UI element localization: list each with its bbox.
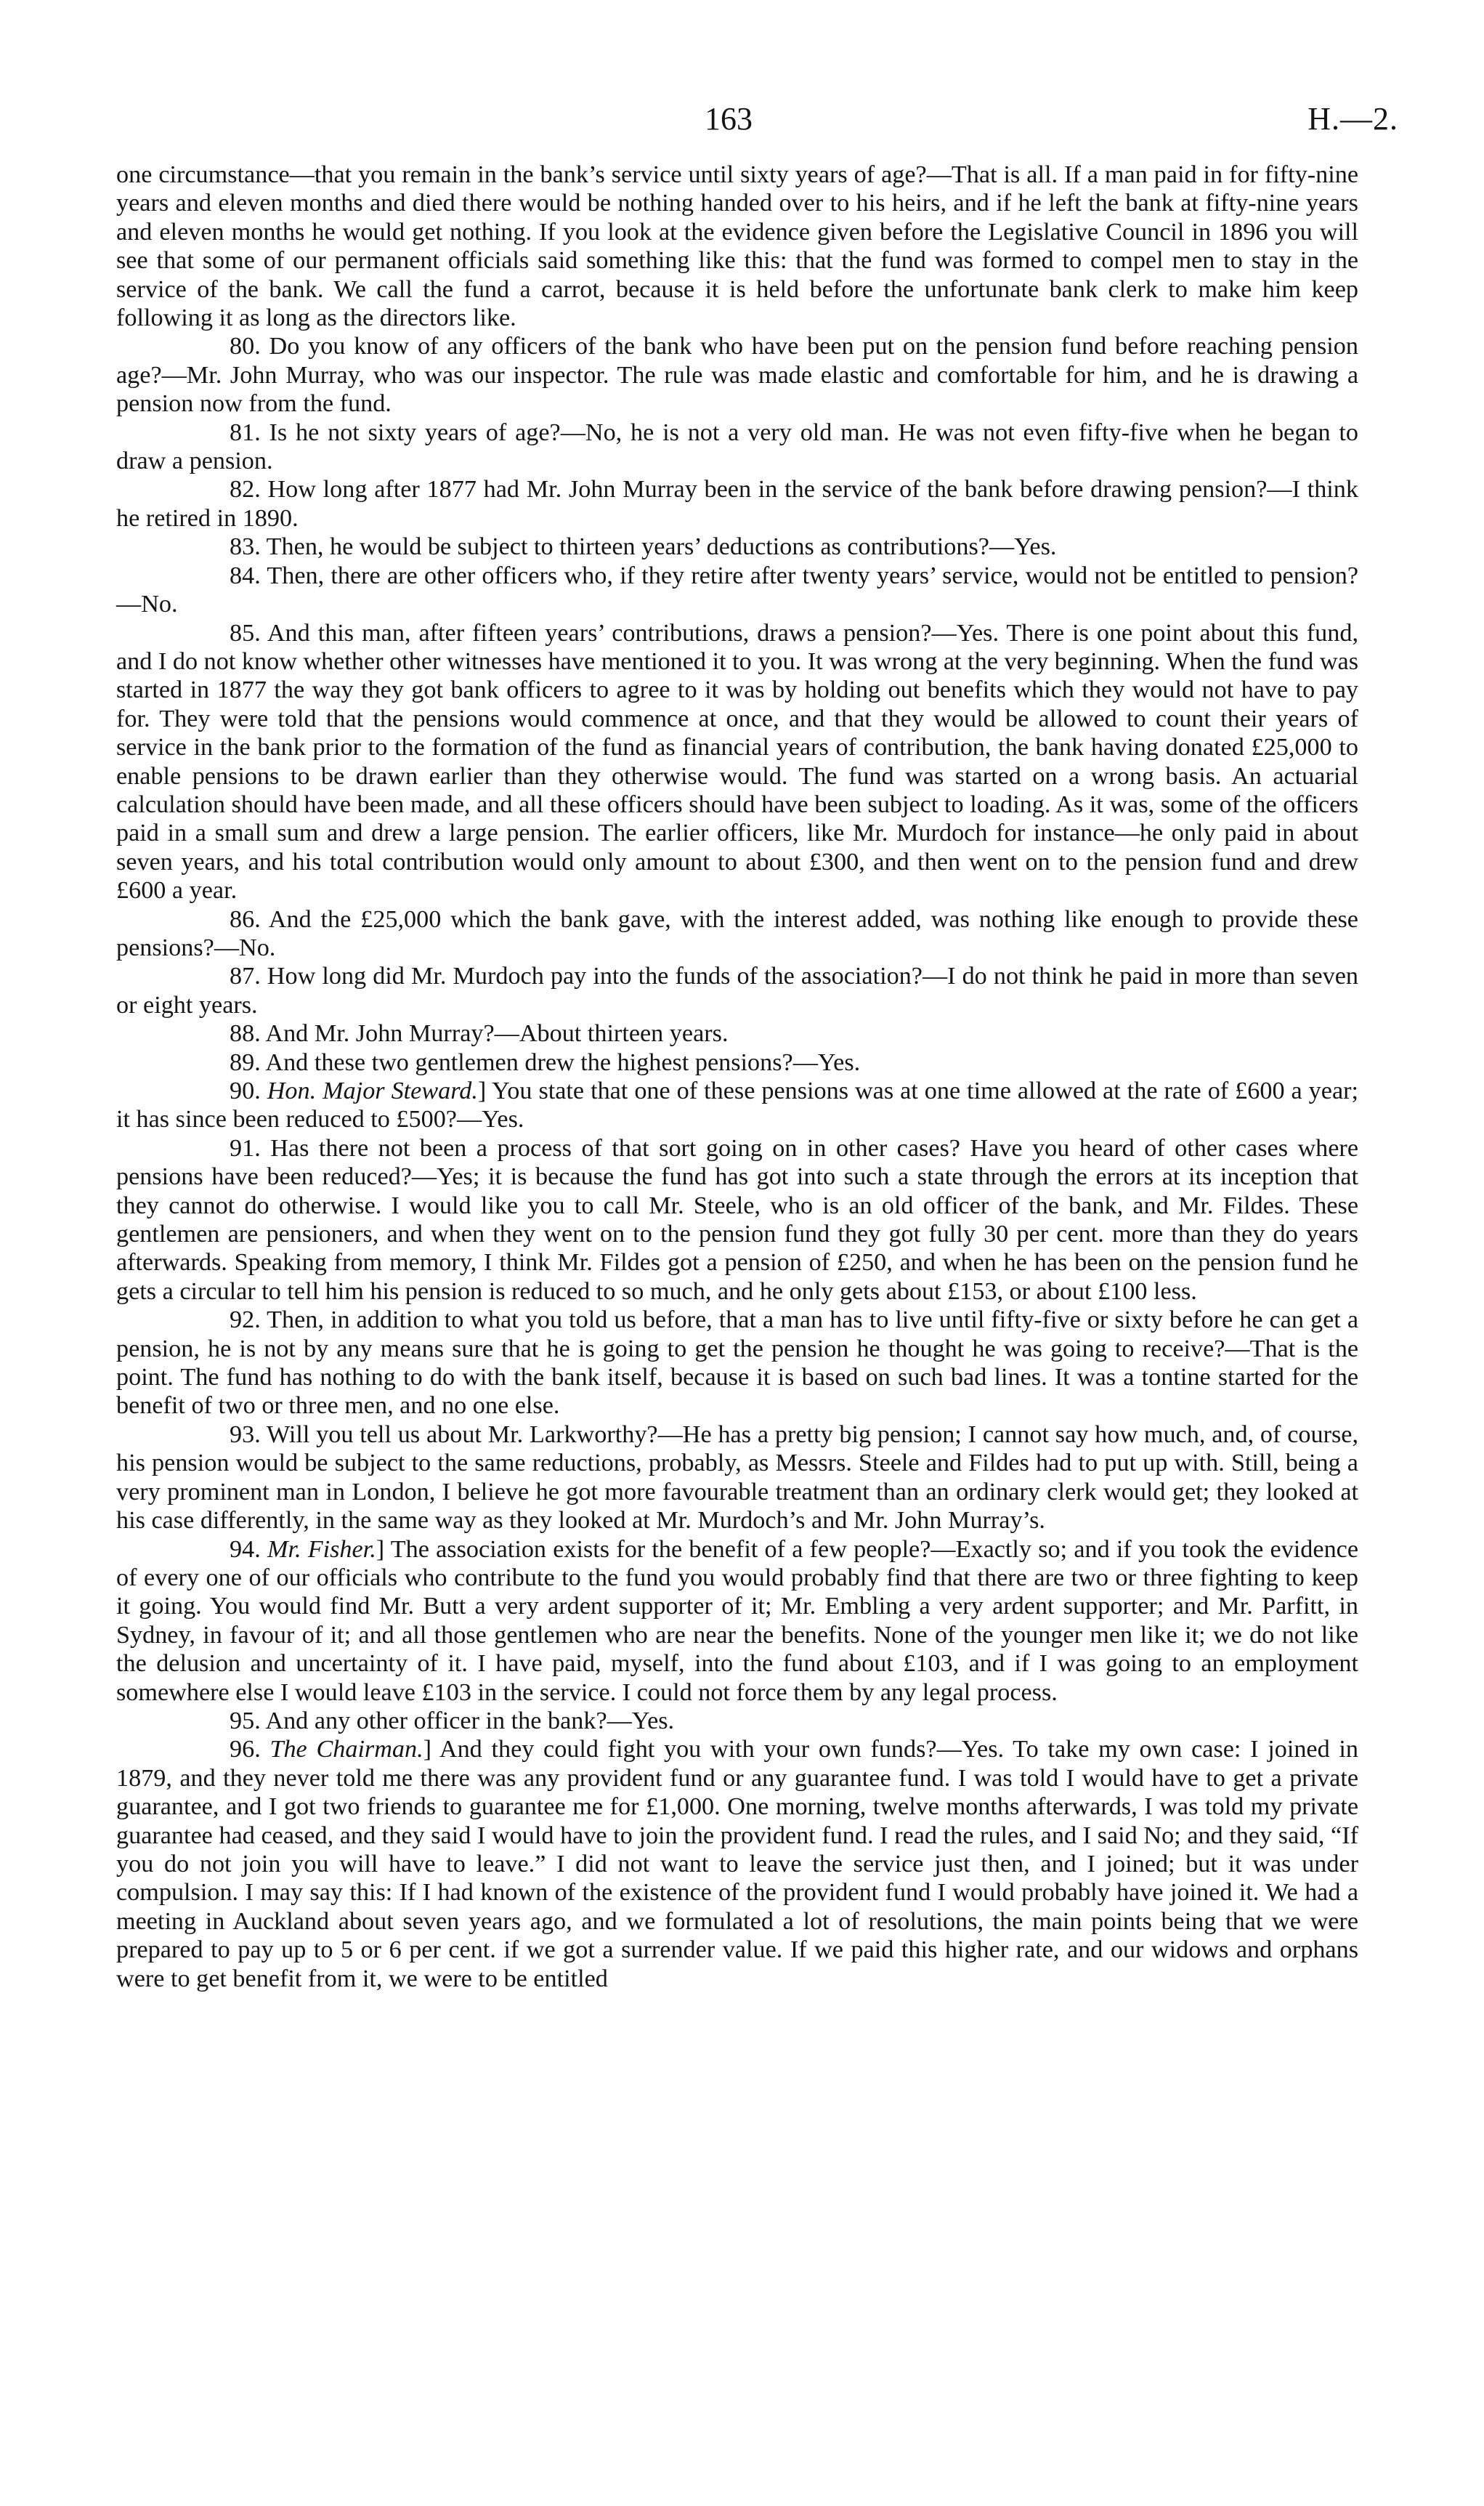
question-89: 89. And these two gentlemen drew the highest pensions?—Yes. bbox=[230, 1048, 861, 1076]
page-number: 163 bbox=[705, 101, 753, 137]
document-body bbox=[116, 161, 1358, 1993]
question-95: 95. And any other officer in the bank?—Yes. bbox=[230, 1707, 675, 1734]
question-text: ] And they could fight you with your own funds?—Yes. To take my own case: I joined in 1879, and they never told me there was any provident fund or any guarantee fund. I was told I would have to get a private guarantee, and I got two friends to guarantee me for £1,000. One morning, twelve months afterwards, I was told my private guarantee had ceased, and they said I would have to join the provident fund. I read the rules, and I said No; and they said, “If you do not join you will have to leave.” I did not want to leave the service just then, and I joined; but it was under compulsion. I may say this: If I had known of the existence of the provident fund I would probably have joined it. We had a meeting in Auckland about seven years ago, and we formulated a lot of resolutions, the main points being that we were prepared to pay up to 5 or 6 per cent. if we got a surrender value. If we paid this higher rate, and our widows and orphans were to get benefit from it, we were to be entitled bbox=[116, 1736, 1359, 1992]
question-81: 81. Is he not sixty years of age?—No, he is not a very old man. He was not even fifty-five when he began to draw a pension. bbox=[116, 419, 1358, 475]
question-93: 93. Will you tell us about Mr. Larkworthy?—He has a pretty big pension; I cannot say how much, and, of course, his pension would be subject to the same reductions, probably, as Messrs. Steele and Fildes had to put up with. Still, being a very prominent man in London, I believe he got more favourable treatment than an ordinary clerk would get; they looked at his case differently, in the same way as they looked at Mr. Murdoch’s and Mr. John Murray’s. bbox=[116, 1420, 1358, 1535]
question-90 bbox=[116, 1077, 1358, 1134]
question-94 bbox=[116, 1535, 1358, 1707]
question-92: 92. Then, in addition to what you told us before, that a man has to live until fifty-five or sixty before he can get a pension, he is not by any means sure that he is going to get the pension he thought he was going to receive?—That is the point. The fund has nothing to do with the bank itself, because it is based on such bad lines. It was a tontine started for the benefit of two or three men, and no one else. bbox=[116, 1306, 1358, 1420]
question-91: 91. Has there not been a process of that sort going on in other cases? Have you heard of other cases where pensions have been reduced?—Yes; it is because the fund has got into such a state through the errors at its inception that they cannot do otherwise. I would like you to call Mr. Steele, who is an old officer of the bank, and Mr. Fildes. These gentlemen are pensioners, and when they went on to the pension fund they got fully 30 per cent. more than they do years afterwards. Speaking from memory, I think Mr. Fildes got a pension of £250, and when he has been on the pension fund he gets a circular to tell him his pension is reduced to so much, and he only gets about £153, or about £100 less. bbox=[116, 1134, 1358, 1305]
speaker-name: The Chairman. bbox=[269, 1736, 423, 1763]
question-number: 96. bbox=[230, 1736, 261, 1763]
question-96 bbox=[116, 1735, 1358, 1993]
page-reference: H.—2. bbox=[1307, 101, 1398, 137]
question-text: ] The association exists for the benefit of a few people?—Exactly so; and if you took the evidence of every one of our officials who contribute to the fund you would probably find that there are two or three fighting to keep it going. You would find Mr. Butt a very ardent supporter of it; Mr. Embling a very ardent supporter; and Mr. Parfitt, in Sydney, in favour of it; and all those gentlemen who are near the benefits. None of the younger men like it; we do not like the delusion and uncertainty of it. I have paid, myself, into the fund about £103, and if I was going to an employment somewhere else I would leave £103 in the service. I could not force them by any legal process. bbox=[116, 1535, 1359, 1706]
question-84: 84. Then, there are other officers who, if they retire after twenty years’ service, would not be entitled to pension?—No. bbox=[116, 562, 1358, 618]
speaker-name: Mr. Fisher. bbox=[267, 1535, 376, 1563]
speaker-name: Hon. Major Steward. bbox=[267, 1078, 478, 1104]
paragraph-continuation: one circumstance—that you remain in the bank’s service until sixty years of age?—That is all. If a man paid in for fifty-nine years and eleven months and died there would be nothing handed over to his heirs, and if he left the bank at fifty-nine years and eleven months he would get nothing. If you look at the evidence given before the Legislative Council in 1896 you will see that some of our permanent officials said something like this: that the fund was formed to compel men to stay in the service of the bank. We call the fund a carrot, because it is held before the unfortunate bank clerk to make him keep following it as long as the directors like. bbox=[116, 161, 1358, 332]
question-text: ] You state that one of these pensions was at one time allowed at the rate of £600 a year; it has since been reduced to £500?—Yes. bbox=[116, 1078, 1359, 1133]
question-87: 87. How long did Mr. Murdoch pay into the funds of the association?—I do not think he paid in more than seven or eight years. bbox=[116, 963, 1358, 1019]
question-82: 82. How long after 1877 had Mr. John Murray been in the service of the bank before drawing pension?—I think he retired in 1890. bbox=[116, 476, 1358, 532]
question-83: 83. Then, he would be subject to thirteen years’ deductions as contributions?—Yes. bbox=[230, 533, 1057, 561]
question-number: 94. bbox=[230, 1535, 261, 1563]
question-85: 85. And this man, after fifteen years’ contributions, draws a pension?—Yes. There is one point about this fund, and I do not know whether other witnesses have mentioned it to you. It was wrong at the very beginning. When the fund was started in 1877 the way they got bank officers to agree to it was by holding out benefits which they would not have to pay for. They were told that the pensions would commence at once, and that they would be allowed to count their years of service in the bank prior to the formation of the fund as financial years of contribution, the bank having donated £25,000 to enable pensions to be drawn earlier than they otherwise would. The fund was started on a wrong basis. An actuarial calculation should have been made, and all these officers should have been subject to loading. As it was, some of the officers paid in a small sum and drew a large pension. The earlier officers, like Mr. Murdoch for instance—he only paid in about seven years, and his total contribution would only amount to about £300, and then went on to the pension fund and drew £600 a year. bbox=[116, 619, 1358, 905]
question-number: 90. bbox=[230, 1078, 261, 1104]
question-86: 86. And the £25,000 which the bank gave, with the interest added, was nothing like enough to provide these pensions?—No. bbox=[116, 905, 1358, 961]
question-80: 80. Do you know of any officers of the bank who have been put on the pension fund before reaching pension age?—Mr. John Murray, who was our inspector. The rule was made elastic and comfortable for him, and he is drawing a pension now from the fund. bbox=[116, 333, 1358, 418]
question-88: 88. And Mr. John Murray?—About thirteen years. bbox=[230, 1020, 729, 1048]
